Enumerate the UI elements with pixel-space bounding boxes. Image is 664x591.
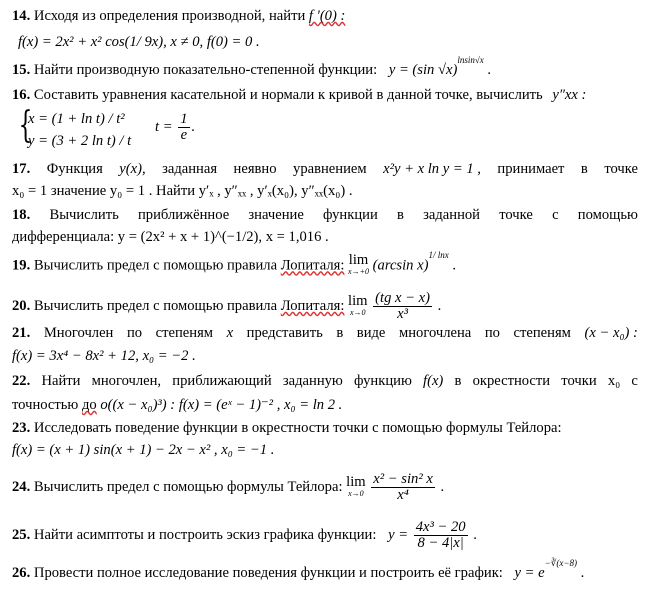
- problem-14-line1: [12, 7, 345, 25]
- formula-exponent: lnsin√x: [457, 55, 484, 66]
- word: значение: [248, 207, 304, 223]
- limit-fraction: [371, 472, 435, 503]
- word: Функция: [46, 161, 103, 177]
- rule-name: Лопиталя:: [280, 257, 345, 274]
- word: функцию: [354, 373, 412, 389]
- word: (x − x₀) :: [584, 325, 638, 341]
- word: многочлена: [398, 325, 472, 341]
- problem-15: 15. Найти производную показательно-степенной функции: y = (sin √x)$^{lnsin√x}$ .: [12, 55, 492, 78]
- word: окрестности: [472, 373, 551, 389]
- word: Найти: [41, 373, 81, 389]
- problem-16: [12, 86, 586, 104]
- problem-number: 21.: [12, 325, 31, 341]
- limit-fraction: [373, 291, 432, 322]
- limit-expression: (arcsin x): [372, 257, 429, 274]
- function-exponent: −∛(x−8): [544, 558, 577, 569]
- word: с: [552, 207, 559, 223]
- problem-23: [12, 419, 562, 437]
- word: по: [484, 325, 500, 341]
- problem-number: 24.: [12, 478, 31, 495]
- problem-number: 23.: [12, 420, 31, 436]
- problem-text: Вычислить предел с помощью правила: [33, 257, 278, 274]
- problem-21-line2: f(x) = 3x⁴ − 8x² + 12, x₀ = −2 .: [12, 348, 196, 364]
- word: x: [226, 325, 234, 341]
- problem-text: Исходя из определения производной, найти: [33, 8, 306, 24]
- word: заданная: [162, 161, 218, 177]
- problem-text: Составить уравнения касательной и нормали к кривой в данной точке, вычислить: [33, 87, 543, 103]
- word: x₀: [607, 373, 621, 389]
- t-fraction: [178, 112, 189, 143]
- problem-number: 26.: [12, 565, 31, 581]
- problem-number: 20.: [12, 297, 31, 314]
- fraction-denominator: x⁴: [397, 487, 409, 503]
- problem-20: 20. Вычислить предел с помощью правила Лопиталя: lim x→0 $\frac{\text{(tg x − x)}}{\text{x³}}$ .: [12, 290, 442, 322]
- problem-text: Найти асимптоты и построить эскиз графика функции:: [33, 526, 377, 543]
- problem-22-line2: [12, 396, 342, 414]
- t-label: t =: [155, 118, 173, 135]
- function-y: y = e: [514, 565, 545, 581]
- problem-14-formula: f(x) = 2x² + x² cos(1/ 9x), x ≠ 0, f(0) = 0 .: [18, 34, 260, 50]
- word: функции: [323, 207, 378, 223]
- word: помощью: [577, 207, 638, 223]
- system-eq1: x = (1 + ln t) / t²: [28, 111, 125, 127]
- problem-formula: y = (sin √x): [388, 62, 458, 78]
- problem-number: 18.: [12, 207, 31, 223]
- t-value: t = $\frac{1}{e}$ .: [155, 111, 196, 143]
- system-brace: {: [18, 105, 33, 146]
- problem-number: 17.: [12, 161, 31, 177]
- word: приближающий: [172, 373, 272, 389]
- problem-number: 25.: [12, 526, 31, 543]
- t-denominator: e: [180, 127, 188, 143]
- word: точке: [604, 161, 638, 177]
- limit: [348, 254, 369, 278]
- word: y(x),: [119, 161, 146, 177]
- system-eq2: y = (3 + 2 ln t) / t: [28, 133, 132, 149]
- word: в: [454, 373, 462, 389]
- problem-18-line2: дифференциала: y = (2x² + x + 1)^(−1/2), x = 1,016 .: [12, 229, 329, 245]
- function-fraction: [414, 520, 468, 551]
- problem-text: Вычислить предел с помощью формулы Тейлора:: [33, 478, 343, 495]
- lim-label: lim: [348, 252, 369, 268]
- lim-label: lim: [348, 292, 368, 309]
- word: Вычислить: [49, 207, 119, 223]
- word: точки: [561, 373, 597, 389]
- limit: [348, 292, 368, 319]
- problem-text: Провести полное исследование поведения функции и построить её график:: [33, 565, 503, 581]
- fraction-denominator: 8 − 4|x|: [417, 535, 464, 551]
- word: степеням: [513, 325, 571, 341]
- word: принимает: [497, 161, 565, 177]
- problem-21-line1: [12, 324, 638, 342]
- word: x²y + x ln y = 1 ,: [383, 161, 481, 177]
- word: в: [580, 161, 588, 177]
- word: до: [81, 397, 97, 413]
- word: виде: [356, 325, 386, 341]
- problem-22-line1: [12, 372, 638, 390]
- lim-subscript: x→0: [348, 488, 364, 498]
- problem-target: y″xx :: [552, 87, 587, 103]
- problem-18-line1: [12, 206, 638, 224]
- problem-text: Исследовать поведение функции в окрестности точки с помощью формулы Тейлора:: [33, 420, 562, 436]
- fraction-denominator: x³: [397, 306, 409, 322]
- word: Многочлен: [43, 325, 114, 341]
- problem-number: 19.: [12, 257, 31, 274]
- formula: o((x − x₀)³) : f(x) = (eˣ − 1)⁻² , x₀ = ln 2 .: [100, 397, 343, 413]
- word: f(x): [423, 373, 444, 389]
- word: в: [396, 207, 404, 223]
- problem-target: f ′(0) :: [308, 8, 346, 24]
- word: заданной: [423, 207, 480, 223]
- problem-number: 14.: [12, 8, 31, 24]
- function-y: y =: [388, 526, 409, 543]
- word: неявно: [233, 161, 277, 177]
- word: по: [126, 325, 143, 341]
- problem-19: 19. Вычислить предел с помощью правила Лопиталя: lim x→+0 (arcsin x)$^{1/ lnx}$ .: [12, 250, 456, 276]
- problem-17-line2: x₀ = 1 значение y₀ = 1 . Найти y′ₓ , y″ₓₓ , y′ₓ(x₀), y″ₓₓ(x₀) .: [12, 183, 353, 199]
- word: представить: [246, 325, 323, 341]
- lim-label: lim: [346, 473, 366, 490]
- problem-26: 26. Провести полное исследование поведения функции и построить её график: $y = e^{-∛(x-8)}$ .: [12, 558, 585, 581]
- problem-number: 15.: [12, 62, 31, 78]
- word: уравнением: [293, 161, 367, 177]
- word: многочлен,: [91, 373, 162, 389]
- word: точке: [499, 207, 533, 223]
- rule-name: Лопиталя:: [280, 297, 345, 314]
- t-numerator: 1: [180, 111, 188, 127]
- problem-23-formula: f(x) = (x + 1) sin(x + 1) − 2x − x² , x₀ = −1 .: [12, 442, 275, 458]
- fraction-numerator: x² − sin² x: [373, 471, 433, 487]
- problem-24: 24. Вычислить предел с помощью формулы Тейлора: lim x→0 $\frac{\text{x² − sin² x}}{\text{x⁴}}$ .: [12, 471, 445, 503]
- lim-subscript: x→+0: [348, 267, 369, 276]
- problem-text: Вычислить предел с помощью правила: [33, 297, 278, 314]
- lim-subscript: x→0: [350, 307, 366, 317]
- problem-17-line1: [12, 160, 638, 178]
- fraction-numerator: 4x³ − 20: [415, 519, 466, 535]
- limit-exponent: 1/ lnx: [428, 250, 449, 261]
- problem-text: Найти производную показательно-степенной функции:: [33, 62, 378, 78]
- fraction-numerator: (tg x − x): [375, 290, 430, 306]
- limit: [346, 473, 366, 500]
- word: приближённое: [137, 207, 230, 223]
- word: степеням: [155, 325, 214, 341]
- word: точностью: [12, 397, 79, 413]
- word: с: [631, 373, 638, 389]
- problem-number: 16.: [12, 87, 31, 103]
- problem-25: 25. Найти асимптоты и построить эскиз графика функции: y = $\frac{\text{4x³ − 20}}{8 - 4|x|}$ .: [12, 519, 477, 551]
- word: заданную: [282, 373, 343, 389]
- problem-number: 22.: [12, 373, 31, 389]
- word: в: [336, 325, 344, 341]
